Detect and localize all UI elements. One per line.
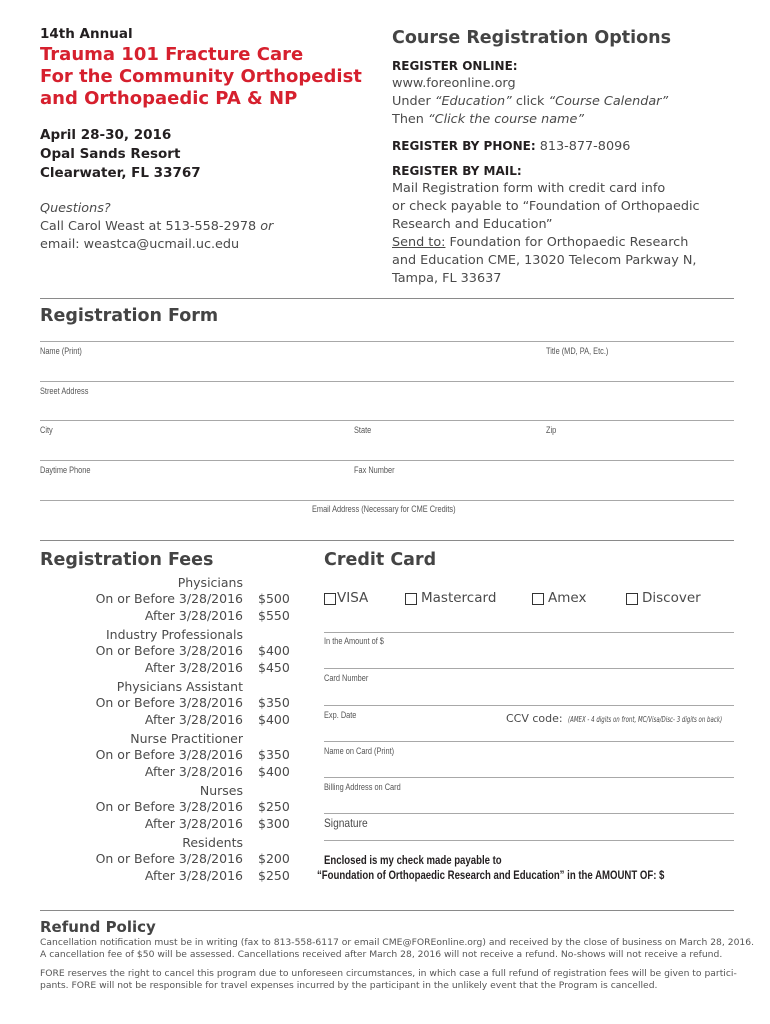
refund-p1-line-1: Cancellation notification must be in writing (fax to 813-558-6117 or email CME@FOREonline.org) and received by the close of business on March 28, 2016.	[40, 937, 755, 948]
name-field[interactable]: Name (Print)	[40, 346, 82, 356]
mail-line-1: Mail Registration form with credit card info	[392, 181, 666, 196]
fee-period-label: On or Before 3/28/2016	[95, 695, 243, 710]
zip-field[interactable]: Zip	[546, 425, 557, 435]
event-location: Clearwater, FL 33767	[40, 165, 201, 181]
card-line-check	[324, 840, 734, 841]
fee-price: $400	[258, 763, 290, 779]
fee-price: $500	[258, 591, 290, 606]
card-line-billing	[324, 777, 734, 778]
phone-field[interactable]: Daytime Phone	[40, 465, 91, 475]
mail-line-6: Tampa, FL 33637	[392, 271, 502, 286]
fee-category: Physicians	[177, 575, 243, 590]
online-calendar: “Course Calendar”	[548, 94, 669, 109]
register-phone-block	[392, 137, 630, 156]
mastercard-checkbox[interactable]	[405, 593, 417, 605]
fee-price: $350	[258, 747, 290, 762]
ccv-field[interactable]	[506, 707, 770, 726]
fees-title: Registration Fees	[40, 550, 214, 570]
online-heading: REGISTER ONLINE:	[392, 59, 518, 73]
event-details	[40, 126, 201, 183]
fee-period-label: On or Before 3/28/2016	[95, 591, 243, 606]
questions-label: Questions?	[40, 201, 111, 216]
fee-category: Nurses	[199, 783, 243, 798]
card-name-field[interactable]: Name on Card (Print)	[324, 746, 395, 756]
online-education: “Education”	[434, 94, 512, 109]
state-field[interactable]: State	[354, 425, 372, 435]
discover-label: Discover	[642, 590, 701, 606]
online-under: Under	[392, 94, 431, 109]
fee-price: $250	[258, 867, 290, 883]
mail-line-3: Research and Education”	[392, 217, 553, 232]
refund-title: Refund Policy	[40, 918, 156, 936]
exp-date-field[interactable]: Exp. Date	[324, 710, 357, 720]
refund-paragraph-1	[40, 937, 754, 960]
card-line-exp	[324, 705, 734, 706]
mastercard-label: Mastercard	[421, 590, 497, 606]
event-dates: April 28-30, 2016	[40, 127, 172, 143]
options-title: Course Registration Options	[392, 28, 672, 48]
fee-period-label: On or Before 3/28/2016	[95, 747, 243, 762]
amex-label: Amex	[548, 590, 587, 606]
event-title-line-2: For the Community Orthopedist	[40, 66, 362, 87]
discover-checkbox[interactable]	[626, 593, 638, 605]
fee-category: Residents	[182, 835, 243, 850]
visa-label: VISA	[337, 590, 369, 606]
check-line-2: “Foundation of Orthopaedic Research and Education” in the AMOUNT OF: $	[317, 868, 665, 882]
fax-field[interactable]: Fax Number	[354, 465, 395, 475]
mail-heading: REGISTER BY MAIL:	[392, 164, 522, 178]
fee-period-label: After 3/28/2016	[144, 607, 243, 623]
fee-category: Industry Professionals	[105, 627, 243, 642]
online-click: click	[515, 94, 545, 109]
event-title-line-3: and Orthopaedic PA & NP	[40, 88, 298, 109]
mail-line-5: and Education CME, 13020 Telecom Parkway N,	[392, 253, 697, 268]
card-title: Credit Card	[324, 550, 437, 570]
fee-period-label: After 3/28/2016	[144, 815, 243, 831]
online-course: “Click the course name”	[428, 112, 585, 127]
fee-period-label: On or Before 3/28/2016	[95, 643, 243, 658]
billing-address-field[interactable]: Billing Address on Card	[324, 782, 401, 792]
divider-top	[40, 298, 734, 299]
fee-period-label: On or Before 3/28/2016	[95, 799, 243, 814]
fee-period-label: After 3/28/2016	[144, 659, 243, 675]
divider-bottom	[40, 910, 734, 911]
refund-p2-line-1: FORE reserves the right to cancel this program due to unforeseen circumstances, in which case a full refund of registration fees will be given to partici-	[40, 968, 737, 979]
edition-label: 14th Annual	[40, 26, 133, 42]
check-line-1: Enclosed is my check made payable to	[324, 853, 502, 867]
contact-or: or	[260, 219, 274, 234]
fee-price: $200	[258, 851, 290, 866]
fee-category: Nurse Practitioner	[130, 731, 243, 746]
amex-checkbox[interactable]	[532, 593, 544, 605]
fee-period-label: On or Before 3/28/2016	[95, 851, 243, 866]
divider-middle	[40, 540, 734, 541]
amount-field[interactable]: In the Amount of $	[324, 636, 384, 646]
fee-period-label: After 3/28/2016	[144, 867, 243, 883]
phone-heading: REGISTER BY PHONE:	[392, 139, 536, 153]
fee-price: $250	[258, 799, 290, 814]
refund-p1-line-2: A cancellation fee of $50 will be assessed. Cancellations received after March 28, 2016 will not receive a refund. No-shows will not receive a refund.	[40, 948, 723, 960]
form-line-name	[40, 341, 734, 342]
ccv-label: CCV code:	[506, 712, 563, 725]
contact-line: Call Carol Weast at 513-558-2978	[40, 219, 257, 234]
event-title	[40, 44, 362, 110]
street-field[interactable]: Street Address	[40, 386, 89, 396]
form-line-street	[40, 381, 734, 382]
register-mail-block	[392, 162, 700, 288]
event-venue: Opal Sands Resort	[40, 146, 181, 162]
card-line-name	[324, 741, 734, 742]
fee-price: $550	[258, 607, 290, 623]
signature-field[interactable]: Signature	[324, 816, 368, 830]
fee-price: $400	[258, 711, 290, 727]
fee-price: $350	[258, 695, 290, 710]
ccv-note: (AMEX - 4 digits on front, MC/Visa/Disc- 3 digits on back)	[567, 715, 722, 724]
online-url[interactable]: www.foreonline.org	[392, 76, 516, 91]
card-number-field[interactable]: Card Number	[324, 673, 369, 683]
mail-line-2: or check payable to “Foundation of Orthopaedic	[392, 199, 700, 214]
fee-period-label: After 3/28/2016	[144, 711, 243, 727]
fee-period-label: After 3/28/2016	[144, 763, 243, 779]
refund-p2-line-2: pants. FORE will not be responsible for travel expenses incurred by the participant in the unlikely event that the Program is cancelled.	[40, 979, 658, 991]
email-field[interactable]: Email Address (Necessary for CME Credits)	[312, 504, 456, 514]
form-line-email	[40, 500, 734, 501]
mail-sendto: Send to:	[392, 235, 446, 250]
register-online-block	[392, 57, 668, 129]
refund-paragraph-2	[40, 968, 737, 991]
mail-line-4: Foundation for Orthopaedic Research	[449, 235, 689, 250]
form-title: Registration Form	[40, 306, 219, 326]
title-field[interactable]: Title (MD, PA, Etc.)	[546, 346, 609, 356]
contact-email[interactable]: email: weastca@ucmail.uc.edu	[40, 237, 240, 252]
fee-price: $300	[258, 815, 290, 831]
city-field[interactable]: City	[40, 425, 53, 435]
fee-price: $400	[258, 643, 290, 658]
online-then: Then	[392, 112, 424, 127]
event-title-line-1: Trauma 101 Fracture Care	[40, 44, 304, 65]
card-line-signature	[324, 813, 734, 814]
visa-checkbox[interactable]	[324, 593, 336, 605]
form-line-city	[40, 420, 734, 421]
card-line-amount	[324, 632, 734, 633]
fee-category: Physicians Assistant	[116, 679, 243, 694]
contact-block	[40, 200, 273, 254]
card-line-number	[324, 668, 734, 669]
phone-number: 813-877-8096	[539, 139, 631, 154]
fee-price: $450	[258, 659, 290, 675]
form-line-phone	[40, 460, 734, 461]
